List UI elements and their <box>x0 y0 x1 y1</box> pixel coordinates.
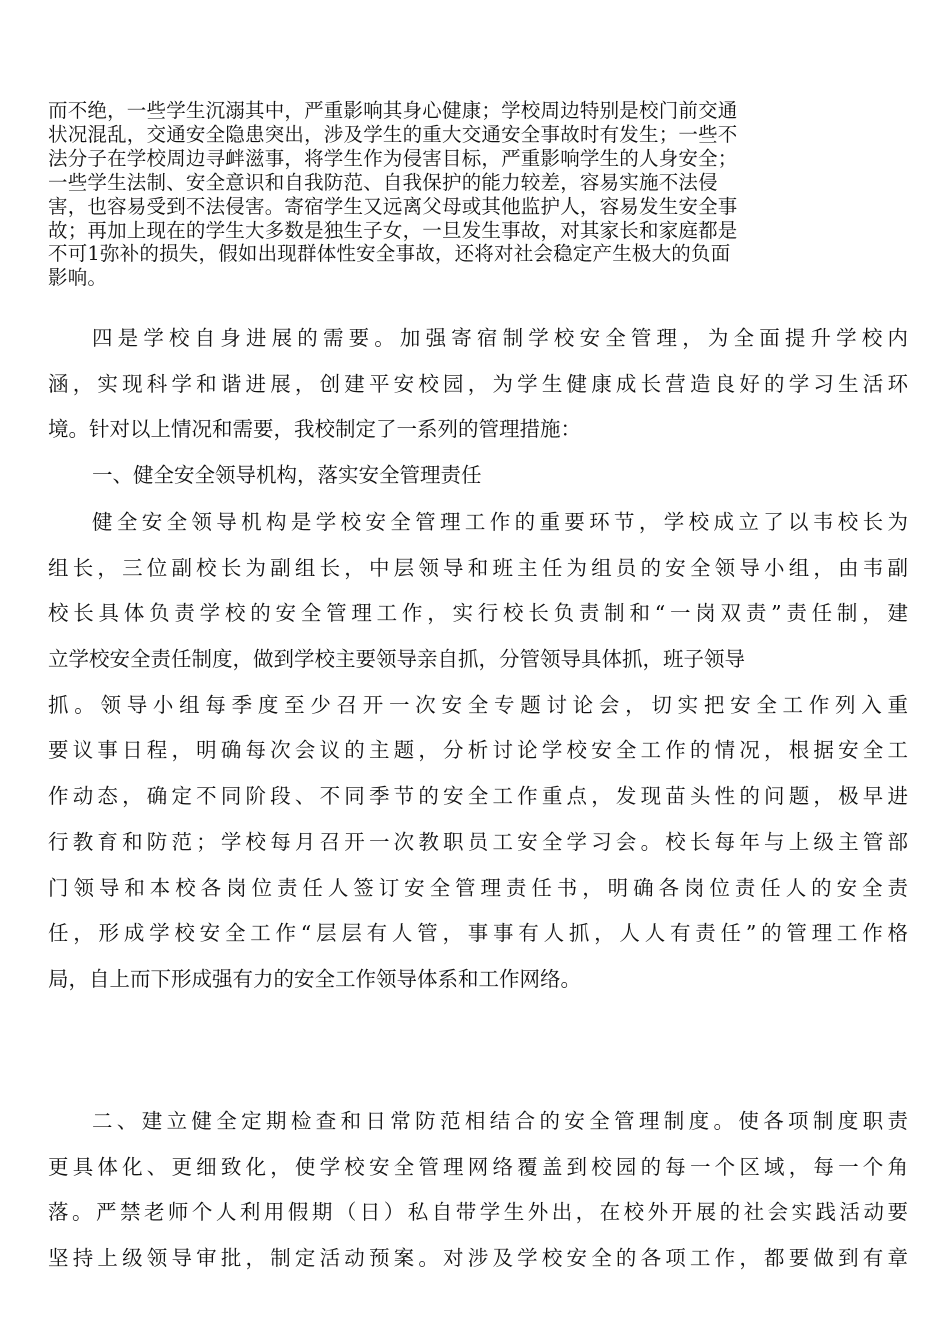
text-line: 落。严禁老师个人利用假期（日）私自带学生外出，在校外开展的社会实践活动要 <box>48 1200 908 1225</box>
text-line: 抓。领导小组每季度至少召开一次安全专题讨论会，切实把安全工作列入重 <box>48 692 908 717</box>
text-line: 而不绝，一些学生沉溺其中，严重影响其身心健康；学校周边特别是校门前交通 <box>48 99 738 122</box>
text-line: 一些学生法制、安全意识和自我防范、自我保护的能力较差，容易实施不法侵 <box>48 170 718 194</box>
intro-paragraph <box>48 99 848 290</box>
text-line: 境。针对以上情况和需要，我校制定了一系列的管理措施： <box>48 417 581 442</box>
text-line: 状况混乱，交通安全隐患突出，涉及学生的重大交通安全事故时有发生；一些不 <box>48 122 738 146</box>
text-line: 组长，三位副校长为副组长，中层领导和班主任为组员的安全领导小组，由韦副 <box>48 555 908 580</box>
text-line: 更具体化、更细致化，使学校安全管理网络覆盖到校园的每一个区域，每一个角 <box>48 1154 908 1179</box>
text-line: 校长具体负责学校的安全管理工作，实行校长负责制和“一岗双责”责任制，建 <box>48 601 908 626</box>
text-line: 故；再加上现在的学生大多数是独生子女，一旦发生事故，对其家长和家庭都是 <box>48 218 738 242</box>
text-line: 要议事日程，明确每次会议的主题，分析讨论学校安全工作的情况，根据安全工 <box>48 738 908 763</box>
text-line: 二、建立健全定期检查和日常防范相结合的安全管理制度。使各项制度职责 <box>92 1109 908 1133</box>
text-line: 害，也容易受到不法侵害。寄宿学生又远离父母或其他监护人，容易发生安全事 <box>48 194 738 218</box>
text-line: 健全安全领导机构是学校安全管理工作的重要环节，学校成立了以韦校长为 <box>92 510 908 534</box>
text-line: 影响。 <box>48 266 108 290</box>
text-line: 法分子在学校周边寻衅滋事，将学生作为侵害目标，严重影响学生的人身安全； <box>48 146 738 170</box>
text-line: 任，形成学校安全工作“层层有人管，事事有人抓，人人有责任”的管理工作格 <box>48 921 908 946</box>
text-line: 行教育和防范；学校每月召开一次教职员工安全学习会。校长每年与上级主管部 <box>48 829 908 854</box>
paragraph-one <box>48 500 908 1003</box>
paragraph-two <box>48 1099 908 1282</box>
section-heading-one: 一、健全安全领导机构，落实安全管理责任 <box>92 463 482 488</box>
text-line: 作动态，确定不同阶段、不同季节的安全工作重点，发现苗头性的问题，极早进 <box>48 784 908 809</box>
text-line: 局，自上而下形成强有力的安全工作领导体系和工作网络。 <box>48 966 581 991</box>
paragraph-four <box>48 316 908 499</box>
text-line: 不可1弥补的损失，假如出现群体性安全事故，还将对社会稳定产生极大的负面 <box>48 242 731 266</box>
text-line: 立学校安全责任制度，做到学校主要领导亲自抓，分管领导具体抓，班子领导 <box>48 647 745 672</box>
text-line: 涵，实现科学和谐进展，创建平安校园，为学生健康成长营造良好的学习生活环 <box>48 371 908 396</box>
text-line: 门领导和本校各岗位责任人签订安全管理责任书，明确各岗位责任人的安全责 <box>48 875 908 900</box>
text-line: 坚持上级领导审批，制定活动预案。对涉及学校安全的各项工作，都要做到有章 <box>48 1246 908 1271</box>
text-line: 四是学校自身进展的需要。加强寄宿制学校安全管理，为全面提升学校内 <box>92 326 908 350</box>
